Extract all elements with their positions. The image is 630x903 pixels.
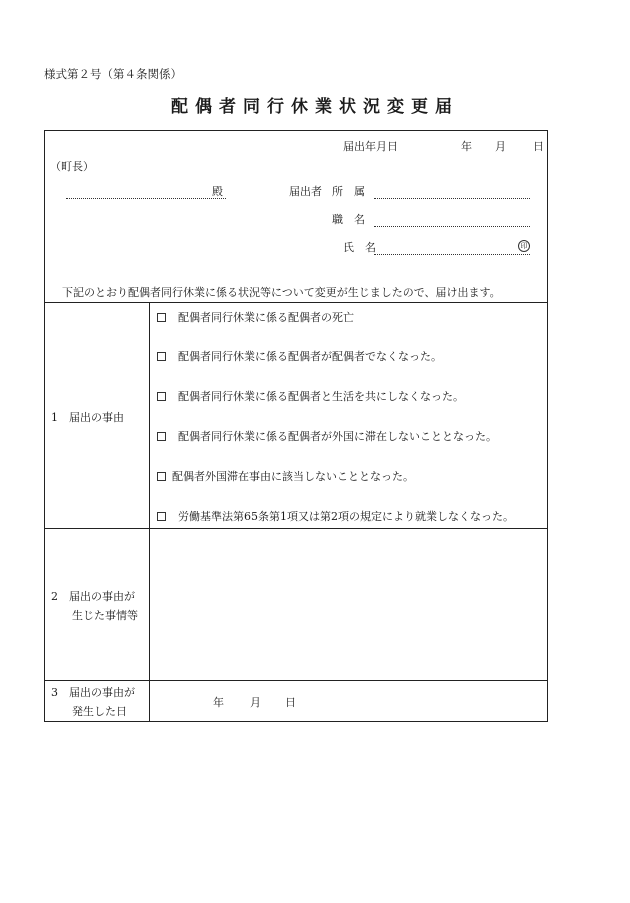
reason-option-3[interactable] <box>157 388 464 404</box>
name-label: 氏 名 <box>343 241 376 254</box>
position-label: 職 名 <box>332 213 365 226</box>
reason-option-1[interactable] <box>157 309 354 325</box>
divider-header-bottom <box>44 302 548 303</box>
position-field[interactable] <box>374 226 530 227</box>
section2-label-line1: 2 届出の事由が <box>51 590 135 603</box>
name-field[interactable] <box>374 254 530 255</box>
seal-mark <box>518 238 530 252</box>
date-label: 届出年月日 <box>343 140 398 153</box>
date-year-label: 年 <box>461 140 472 153</box>
reason-text: 配偶者同行休業に係る配偶者が配偶者でなくなった。 <box>178 350 442 363</box>
addressee-field[interactable] <box>66 198 226 199</box>
divider-label-column <box>149 302 150 722</box>
section3-label-line2: 発生した日 <box>72 705 127 718</box>
section3-label-line1: 3 届出の事由が <box>51 686 135 699</box>
date-month-label: 月 <box>495 140 506 153</box>
seal-icon: 印 <box>518 240 530 252</box>
reason-text: 配偶者外国滞在事由に該当しないこととなった。 <box>172 470 414 483</box>
reason-text: 配偶者同行休業に係る配偶者が外国に滞在しないこととなった。 <box>178 430 497 443</box>
reason-text: 配偶者同行休業に係る配偶者と生活を共にしなくなった。 <box>178 390 464 403</box>
section2-content-area[interactable] <box>152 532 544 676</box>
date-day-label: 日 <box>533 140 544 153</box>
checkbox-icon[interactable] <box>157 432 166 441</box>
affiliation-field[interactable] <box>374 198 530 199</box>
checkbox-icon[interactable] <box>157 472 166 481</box>
reason-option-2[interactable] <box>157 348 442 364</box>
divider-section1-bottom <box>44 528 548 529</box>
reason-option-5[interactable] <box>157 468 414 484</box>
honorific-label: 殿 <box>212 185 223 198</box>
reason-text: 労働基準法第65条第1項又は第2項の規定により就業しなくなった。 <box>178 510 514 523</box>
checkbox-icon[interactable] <box>157 352 166 361</box>
document-title: 配偶者同行休業状況変更届 <box>171 97 459 117</box>
occurrence-day-label: 日 <box>285 696 296 709</box>
checkbox-icon[interactable] <box>157 512 166 521</box>
occurrence-month-label: 月 <box>250 696 261 709</box>
divider-section2-bottom <box>44 680 548 681</box>
checkbox-icon[interactable] <box>157 392 166 401</box>
section1-label: 1 届出の事由 <box>51 411 124 424</box>
reason-text: 配偶者同行休業に係る配偶者の死亡 <box>178 311 354 324</box>
applicant-label: 届出者 <box>289 185 322 198</box>
reason-option-4[interactable] <box>157 428 497 444</box>
form-number: 様式第２号（第４条関係） <box>44 67 182 81</box>
checkbox-icon[interactable] <box>157 313 166 322</box>
reason-option-6[interactable] <box>157 508 514 524</box>
section2-label-line2: 生じた事情等 <box>72 609 138 622</box>
addressee-prefix: （町長） <box>50 160 94 173</box>
intro-statement: 下記のとおり配偶者同行休業に係る状況等について変更が生じましたので、届け出ます。 <box>62 286 501 299</box>
occurrence-year-label: 年 <box>213 696 224 709</box>
affiliation-label: 所 属 <box>332 185 365 198</box>
